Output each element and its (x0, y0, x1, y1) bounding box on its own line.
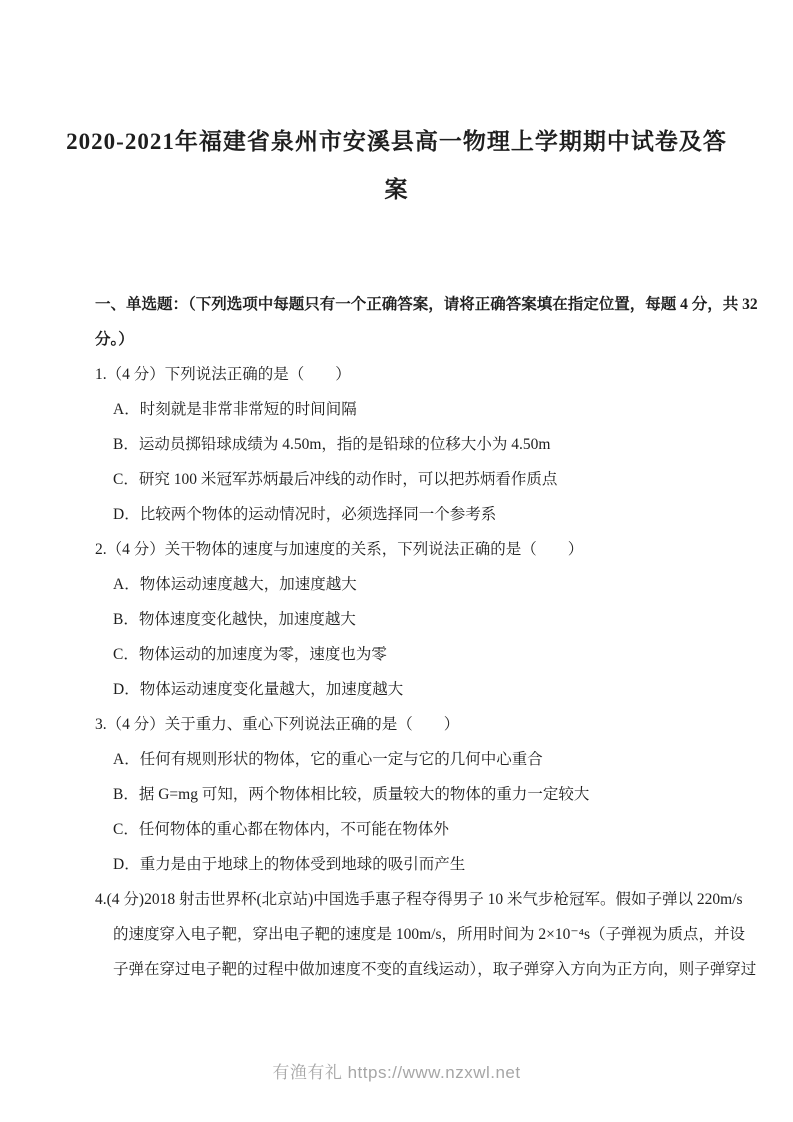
question-3-option-c: C．任何物体的重心都在物体内，不可能在物体外 (113, 821, 449, 838)
question-2-stem: 2.（4 分）关干物体的速度与加速度的关系，下列说法正确的是（ ） (95, 541, 584, 558)
question-1-stem: 1.（4 分）下列说法正确的是（ ） (95, 366, 351, 383)
title-line-2: 案 (384, 177, 409, 202)
section-header-line-2: 分。） (95, 331, 134, 348)
question-1-option-b: B．运动员掷铅球成绩为 4.50m，指的是铅球的位移大小为 4.50m (113, 436, 551, 453)
question-3-option-a: A．任何有规则形状的物体，它的重心一定与它的几何中心重合 (113, 751, 543, 768)
question-4-stem-line-2: 的速度穿入电子靶，穿出电子靶的速度是 100m/s，所用时间为 2×10⁻⁴s（子弹视为质点，并设 (113, 926, 746, 943)
section-header-line-1: 一、单选题：（下列选项中每题只有一个正确答案，请将正确答案填在指定位置，每题 4 分，共 32 (95, 296, 758, 313)
question-3-stem: 3.（4 分）关于重力、重心下列说法正确的是（ ） (95, 716, 460, 733)
question-2-option-a: A．物体运动速度越大，加速度越大 (113, 576, 357, 593)
question-1-option-a: A．时刻就是非常非常短的时间间隔 (113, 401, 357, 418)
question-3-option-b: B．据 G=mg 可知，两个物体相比较，质量较大的物体的重力一定较大 (113, 786, 590, 803)
question-1-option-c: C．研究 100 米冠军苏炳最后冲线的动作时，可以把苏炳看作质点 (113, 471, 558, 488)
question-1-option-d: D．比较两个物体的运动情况时，必须选择同一个参考系 (113, 506, 497, 523)
document-title (0, 118, 793, 214)
question-4-stem-line-3: 子弹在穿过电子靶的过程中做加速度不变的直线运动），取子弹穿入方向为正方向，则子弹穿过 (113, 961, 757, 978)
question-2-option-b: B．物体速度变化越快，加速度越大 (113, 611, 356, 628)
question-4-stem-line-1: 4.(4 分)2018 射击世界杯(北京站)中国选手惠子程夺得男子 10 米气步枪冠军。假如子弹以 220m/s (95, 891, 743, 908)
question-2-option-d: D．物体运动速度变化量越大，加速度越大 (113, 681, 404, 698)
question-2-option-c: C．物体运动的加速度为零，速度也为零 (113, 646, 387, 663)
watermark-footer: 有渔有礼 https://www.nzxwl.net (272, 1063, 521, 1082)
question-3-option-d: D．重力是由于地球上的物体受到地球的吸引而产生 (113, 856, 466, 873)
title-line-1: 2020-2021年福建省泉州市安溪县高一物理上学期期中试卷及答 (66, 129, 727, 154)
document-body (95, 287, 758, 987)
